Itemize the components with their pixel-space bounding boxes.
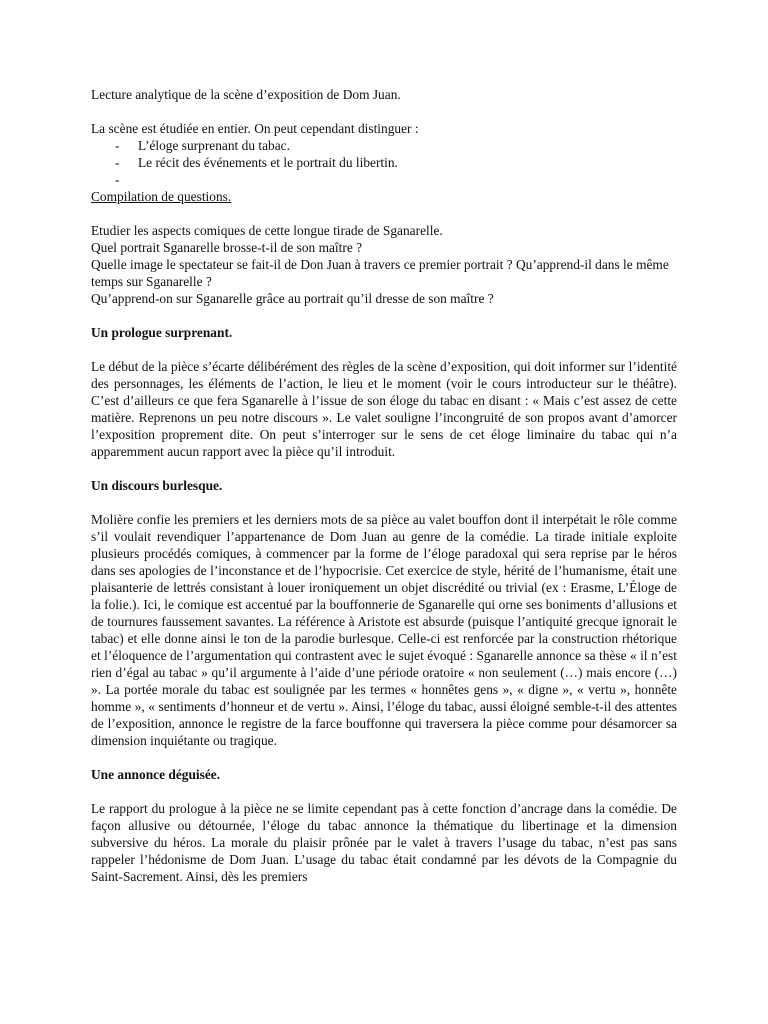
document-body bbox=[91, 86, 677, 885]
list-bullet: - bbox=[115, 172, 120, 187]
document-title: Lecture analytique de la scène d’exposition de Dom Juan. bbox=[91, 87, 401, 102]
list-item bbox=[91, 137, 677, 154]
list-item bbox=[91, 171, 677, 188]
parts-list bbox=[91, 137, 677, 188]
questions-block bbox=[91, 222, 677, 307]
list-item-text: Le récit des événements et le portrait du libertin. bbox=[138, 155, 398, 170]
section-heading: Un prologue surprenant. bbox=[91, 325, 233, 340]
section-paragraph: Le début de la pièce s’écarte délibérément des règles de la scène d’exposition, qui doit informer sur l’identité des personnages, les éléments de l’action, le lieu et le moment (voir le cours introducteur sur le théâtre). C’est d’ailleurs ce que fera Sganarelle à l’issue de son éloge du tabac en disant : « Mais c’est assez de cette matière. Reprenons un peu notre discours ». Le valet souligne l’incongruité de son propos avant d’amorcer l’exposition proprement dite. On peut s’interroger sur le sens de cet éloge liminaire du tabac qui n’a apparemment aucun rapport avec la pièce qu’il introduit. bbox=[91, 359, 677, 459]
section-paragraph: Le rapport du prologue à la pièce ne se limite cependant pas à cette fonction d’ancrage dans la comédie. De façon allusive ou détournée, l’éloge du tabac annonce la thématique du libertinage et la dimension subversive du héros. La morale du plaisir prônée par le valet à travers l’usage du tabac, n’est pas sans rappeler l’hédonisme de Dom Juan. L’usage du tabac était condamné par les dévots de la Compagnie du Saint-Sacrement. Ainsi, dès les premiers bbox=[91, 801, 677, 884]
question: Qu’apprend-on sur Sganarelle grâce au portrait qu’il dresse de son maître ? bbox=[91, 291, 494, 306]
list-item bbox=[91, 154, 677, 171]
list-bullet: - bbox=[115, 138, 120, 153]
intro-text: La scène est étudiée en entier. On peut cependant distinguer : bbox=[91, 121, 419, 136]
section-heading: Une annonce déguisée. bbox=[91, 767, 221, 782]
compilation-heading: Compilation de questions. bbox=[91, 189, 232, 204]
section-paragraph: Molière confie les premiers et les derniers mots de sa pièce au valet bouffon dont il interpétait le rôle comme s’il voulait revendiquer l’appartenance de Dom Juan au genre de la comédie. La tirade initiale exploite plusieurs procédés comiques, à commencer par la forme de l’éloge paradoxal qui sera reprise par le héros dans ses apologies de l’inconstance et de l’hypocrisie. Cet exercice de style, hérité de l’humanisme, était une plaisanterie de lettrés consistant à louer ironiquement un objet discrédité ou trivial (ex : Erasme, L’Éloge de la folie.). Ici, le comique est accentué par la bouffonnerie de Sganarelle qui orne ses boniments d’allusions et de tournures faussement savantes. La référence à Aristote est absurde (puisque l’antiquité grecque ignorait le tabac) et elle donne ainsi le ton de la parodie burlesque. Celle-ci est renforcée par la construction rhétorique et l’éloquence de l’argumentation qui contrastent avec le sujet évoqué : Sganarelle annonce sa thèse « il n’est rien d’égal au tabac » qu’il argumente à l’aide d’une période oratoire « non seulement (…) mais encore (…) ». La portée morale du tabac est soulignée par les termes « honnêtes gens », « digne », « vertu », honnête homme », « sentiments d’honneur et de vertu ». Ainsi, l’éloge du tabac, aussi éloigné semble-t-il des attentes de l’exposition, annonce le registre de la farce bouffonne qui traversera la pièce comme pour désamorcer sa dimension inquiétante ou tragique. bbox=[91, 512, 677, 748]
question: Quel portrait Sganarelle brosse-t-il de son maître ? bbox=[91, 240, 363, 255]
list-item-text: L’éloge surprenant du tabac. bbox=[138, 138, 290, 153]
question: Etudier les aspects comiques de cette longue tirade de Sganarelle. bbox=[91, 223, 443, 238]
section-heading: Un discours burlesque. bbox=[91, 478, 223, 493]
question: Quelle image le spectateur se fait-il de Don Juan à travers ce premier portrait ? Qu’apprend-il dans le même temps sur Sganarelle ? bbox=[91, 257, 669, 289]
list-bullet: - bbox=[115, 155, 120, 170]
